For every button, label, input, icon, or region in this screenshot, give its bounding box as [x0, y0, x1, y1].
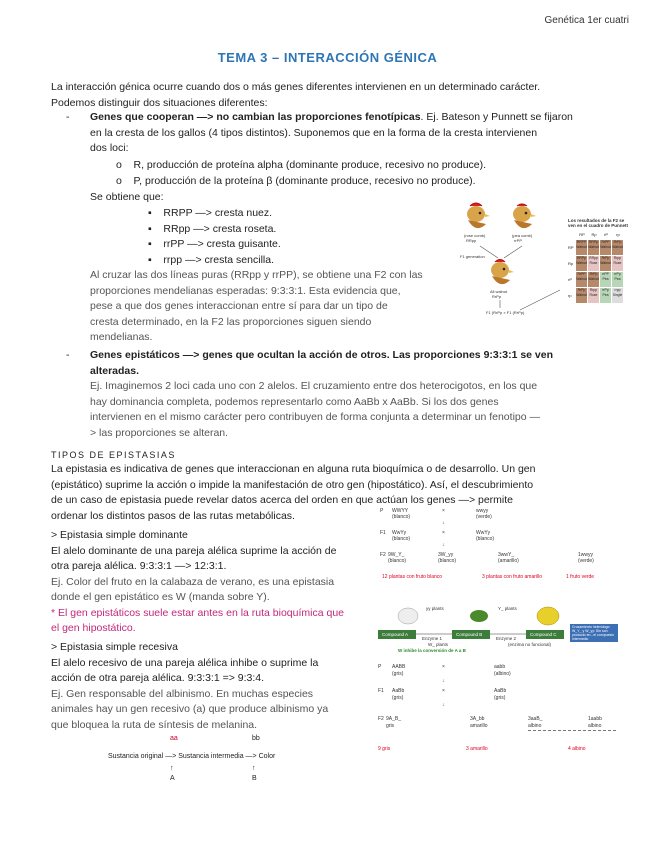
genotype: 3A_bb	[470, 716, 485, 722]
bullet-line: > las proporciones se alteran.	[90, 426, 229, 439]
loci-text: P, producción de la proteína β (dominante produce, recesivo no produce).	[133, 174, 476, 187]
cross-paragraph	[90, 268, 450, 346]
gen-label: F1	[380, 530, 386, 536]
punnett-cell: RrPP Walnut	[600, 240, 611, 255]
phenotype: gris	[386, 723, 395, 729]
yy-label: yy plants	[426, 606, 444, 611]
green-squash-icon	[470, 610, 488, 622]
phenotype: (amarillo)	[498, 558, 519, 564]
gen-label: F2	[380, 552, 386, 558]
punnett-col-header: Rp	[591, 232, 597, 237]
label-cross: F1 (RrPp × F1 (RrPp)	[486, 310, 525, 315]
bullet-line	[90, 110, 610, 126]
enzyme-pathway-figure	[378, 604, 618, 654]
punnett-col-header: rp	[616, 232, 620, 237]
dom-line: otra pareja alélica. 9:3:3:1 —> 12:3:1.	[51, 560, 227, 572]
genotype: 9W_Y_	[388, 552, 405, 558]
punnett-row-header: rP	[568, 277, 572, 282]
bullet-rest: . Ej. Bateson y Punnett se fijaron	[420, 111, 573, 123]
page-title: TEMA 3 – INTERACCIÓN GÉNICA	[217, 50, 438, 65]
bullet-lead: Genes que cooperan —> no cambian las proporciones fenotípicas	[90, 111, 421, 123]
count: 9 gris	[378, 746, 391, 752]
genotype: 3wwY_	[498, 552, 515, 558]
bullet-epistaticos	[90, 348, 610, 441]
cross-symbol: ×	[442, 508, 445, 514]
punnett-cell: RRPp Walnut	[588, 240, 599, 255]
cross-line: Al cruzar las dos líneas puras (RRpp y rrPP), se obtiene una F2 con las	[90, 269, 423, 281]
punnett-cell: Rrpp Rose	[612, 256, 623, 271]
punnett-cell: rrPp Pea	[600, 288, 611, 303]
bullet-dash: -	[66, 349, 70, 361]
genotype: WwYy	[392, 530, 407, 536]
punnett-cell: RRPP Walnut	[576, 240, 587, 255]
genotype-text: rrPP —> cresta guisante.	[163, 238, 281, 250]
genotype: 1aabb	[588, 716, 602, 722]
bullet-line: Ej. Imaginemos 2 loci cada uno con 2 alelos. El cruzamiento entre dos heterocigotos, en los que	[90, 380, 538, 392]
punnett-title: Los resultados de la F2 se ven en el cuadro de Punnett	[568, 218, 629, 228]
label-walnut: All walnut	[490, 289, 508, 294]
compound-b: Compound B	[456, 632, 483, 637]
cross-symbol: ×	[442, 688, 445, 694]
phenotype: (blanco)	[438, 558, 457, 564]
phenotype: (blanco)	[392, 514, 411, 520]
phenotype: (verde)	[476, 514, 492, 520]
loci-text: R, producción de proteína alpha (dominante produce, recesivo no produce).	[133, 159, 487, 171]
cross-line: proporciones mendelianas esperadas: 9:3:3:1. Esta evidencia que,	[90, 284, 401, 297]
count: 4 albino	[568, 746, 586, 752]
punnett-row-header: Rp	[568, 261, 574, 266]
tipos-line: (epistático) suprime la acción o impide la manifestación de otro gen (hipostático). Así, el descubrimiento	[51, 478, 534, 491]
phenotype: (gris)	[494, 695, 506, 701]
phenotype: (albino)	[494, 671, 511, 677]
phenotype: (gris)	[392, 695, 404, 701]
genotype-item: ▪ rrpp —> cresta sencilla.	[148, 253, 274, 266]
phenotype: amarillo	[470, 723, 488, 729]
compound-c: Compound C	[530, 632, 557, 637]
phenotype: (gris)	[392, 671, 404, 677]
cross-line: cresta determinado, en la F2 las proporciones siguen siendo	[90, 315, 372, 328]
genotype-text: RRpp —> cresta roseta.	[163, 222, 277, 235]
rec-ej-line: animales hay un gen recesivo (a) que produce albinismo ya	[51, 703, 329, 715]
genotype: WWYY	[392, 508, 409, 514]
gen-label: F1	[378, 688, 384, 694]
bullet-line: hay dominancia completa, podemos representarlo como AaBb x AaBb. Si los dos genes	[90, 395, 499, 408]
dom-line: El alelo dominante de una pareja alélica suprime la acción de	[51, 544, 337, 557]
label-pea: (pea comb)	[512, 233, 533, 238]
yellow-squash-icon	[537, 607, 559, 625]
phenotype: albino	[528, 723, 542, 729]
arrow-down-icon: ↓	[442, 520, 445, 526]
genotype-text: RRPP —> cresta nuez.	[163, 207, 273, 219]
obtains: Se obtiene que:	[90, 191, 164, 203]
arrow-down-icon: ↓	[442, 702, 445, 708]
phenotype: (verde)	[578, 558, 594, 564]
white-squash-icon	[398, 608, 418, 624]
enzyme-legend: Cruzamiento heterólogo: W_Y_ y W_yy: Sin son producto en...el compuesto intermedio	[572, 625, 615, 641]
compound-a: Compound A	[382, 632, 409, 637]
pathway-B: B	[252, 775, 257, 782]
bullet-line: dos loci:	[90, 142, 129, 154]
bullet-circle: o	[116, 159, 134, 171]
genotype-item: ▪ rrPP —> cresta guisante.	[148, 238, 281, 250]
arrow-up-icon: ↑	[170, 765, 174, 772]
count: 1 fruto verde	[566, 574, 595, 580]
label-f1: F1 generation	[460, 254, 485, 259]
enzyme-1: Enzyme 1	[422, 636, 443, 641]
epistasia-recesiva	[51, 640, 366, 733]
bullet-line: en la cresta de los gallos (4 tipos distintos). Suponemos que en la forma de la cresta intervienen	[90, 126, 538, 139]
arrow-up-icon: ↑	[252, 765, 256, 772]
melanin-pathway	[108, 735, 348, 785]
punnett-col-header: RP	[579, 232, 585, 237]
cross-line: pese a que dos genes interaccionan entre sí para dar un tipo de	[90, 300, 388, 312]
gen-label: P	[380, 508, 384, 514]
punnett-row-header: RP	[568, 245, 574, 250]
pathway-aa: aa	[170, 735, 178, 742]
genotype: 3W_yy	[438, 552, 454, 558]
rec-ej-line: Ej. Gen responsable del albinismo. En muchas especies	[51, 687, 314, 700]
rec-line: El alelo recesivo de una pareja alélica inhibe o suprime la	[51, 656, 319, 669]
pathway-A: A	[170, 775, 175, 782]
albino-cross-figure	[378, 662, 618, 756]
phenotype: (blanco)	[392, 536, 411, 542]
subsection-head: > Epistasia simple recesiva	[51, 641, 178, 653]
squash-cross-figure	[378, 506, 618, 594]
rooster-pea-icon	[513, 204, 536, 228]
label-rrpp2: RrPp	[492, 294, 502, 299]
bullet-cooperan	[90, 110, 610, 157]
gen-label: P	[378, 664, 382, 670]
ww-label: W_ plants	[428, 642, 449, 647]
punnett-cell: rrPP Pea	[600, 272, 611, 287]
yplants-label: Y_ plants	[498, 606, 517, 611]
genotype-item: ▪ RRPP —> cresta nuez.	[148, 207, 273, 219]
bullet-circle: o	[116, 174, 134, 187]
punnett-cell: RrPp Walnut	[600, 256, 611, 271]
bullet-line: intervienen en el mismo carácter pero contribuyen de forma conjunta a determinar un fenotipo —	[90, 411, 540, 423]
bullet-line: alteradas.	[90, 364, 140, 377]
enzyme-2: Enzyme 2	[496, 636, 517, 641]
rooster-walnut-icon	[491, 260, 514, 285]
section-heading: TIPOS DE EPISTASIAS	[51, 450, 176, 460]
divider	[528, 730, 616, 731]
bullet-dash: -	[66, 111, 70, 123]
punnett-cell: rrpp Single	[612, 288, 623, 303]
punnett-cell: rrPp Pea	[612, 272, 623, 287]
punnett-cell: RrPP Walnut	[576, 272, 587, 287]
tipos-line: ordenar los distintos pasos de las rutas metabólicas.	[51, 509, 295, 522]
course-header: Genética 1er cuatri	[544, 15, 629, 26]
label-rrPP: rrPP	[514, 238, 522, 243]
gen-label: F2	[378, 716, 384, 722]
genotype-text: rrpp —> cresta sencilla.	[163, 253, 274, 266]
rec-ej-line: que bloquea la ruta de síntesis de melanina.	[51, 718, 258, 731]
punnett-row-header: rp	[568, 293, 572, 298]
bullet-line: Genes epistáticos —> genes que ocultan la acción de otros. Las proporciones 9:3:3:1 se ven	[90, 349, 554, 361]
dom-ej-line: Ej. Color del fruto en la calabaza de verano, es una epistasia	[51, 575, 335, 588]
punnett-cell: RrPp Walnut	[588, 272, 599, 287]
genotype: 9A_B_	[386, 716, 402, 722]
genotype: 1wwyy	[578, 552, 594, 558]
punnett-col-header: rP	[604, 232, 608, 237]
loci-list	[116, 158, 486, 189]
punnett-figure	[460, 200, 629, 328]
tipos-line: de un caso de epistasia puede revelar datos acerca del orden en que actúan los genes —> permite	[51, 494, 514, 506]
genotype: wwyy	[476, 508, 489, 514]
label-rose: (rose comb)	[464, 233, 486, 238]
intro	[51, 80, 611, 111]
label-rrpp: RRpp	[466, 238, 477, 243]
punnett-cell: RrPp Walnut	[576, 288, 587, 303]
intro-line: La interacción génica ocurre cuando dos o más genes diferentes intervienen en un determinado carácter.	[51, 81, 541, 93]
genotype: AaBb	[392, 688, 405, 694]
genotype: aabb	[494, 664, 506, 670]
punnett-cell: Rrpp Rose	[588, 288, 599, 303]
intro-line: Podemos distinguir dos situaciones diferentes:	[51, 96, 268, 109]
genotype-list	[148, 206, 281, 268]
cross-line: mendelianas.	[90, 331, 153, 343]
genotype: 3aaB_	[528, 716, 543, 722]
rec-line: acción de otra pareja alélica. 9:3:3:1 => 9:3:4.	[51, 672, 265, 684]
cross-symbol: ×	[442, 530, 445, 536]
phenotype: (blanco)	[476, 536, 495, 542]
loci-item	[116, 174, 486, 190]
tipos-line: La epistasia es indicativa de genes que interaccionan en alguna ruta bioquímica o de desarrollo. Un gen	[51, 463, 536, 475]
phenotype: (blanco)	[388, 558, 407, 564]
dom-note-line: el gen hipostático.	[51, 622, 136, 634]
phenotype: albino	[588, 723, 602, 729]
pathway-bb: bb	[252, 735, 260, 742]
cross-symbol: ×	[442, 664, 445, 670]
count: 12 plantas con fruto blanco	[382, 574, 443, 580]
count: 3 plantas con fruto amarillo	[482, 574, 543, 580]
count: 3 amarillo	[466, 746, 488, 752]
subsection-head: > Epistasia simple dominante	[51, 529, 188, 541]
genotype: AaBb	[494, 688, 507, 694]
epistasia-dominante	[51, 528, 366, 637]
genotype-item: ▪ RRpp —> cresta roseta.	[148, 222, 277, 235]
punnett-cell: RRPp Walnut	[576, 256, 587, 271]
arrow-down-icon: ↓	[442, 678, 445, 684]
arrow-down-icon: ↓	[442, 542, 445, 548]
dom-note-line: * El gen epistáticos suele estar antes en la ruta bioquímica que	[51, 606, 345, 619]
punnett-cell: RRpp Rose	[588, 256, 599, 271]
inhibition-note: W inhibe la conversión de A a B	[398, 648, 466, 653]
enzyme-note: (enzima no funcional)	[508, 642, 552, 647]
pathway-chain: Sustancia original —> Sustancia intermedia —> Color	[108, 753, 276, 760]
rooster-rose-icon	[467, 203, 490, 228]
dom-ej-line: donde el gen epistático es W (manda sobre Y).	[51, 591, 270, 603]
punnett-cell: RrPp Walnut	[612, 240, 623, 255]
genotype: AABB	[392, 664, 406, 670]
loci-item	[116, 158, 486, 174]
genotype: WwYy	[476, 530, 491, 536]
